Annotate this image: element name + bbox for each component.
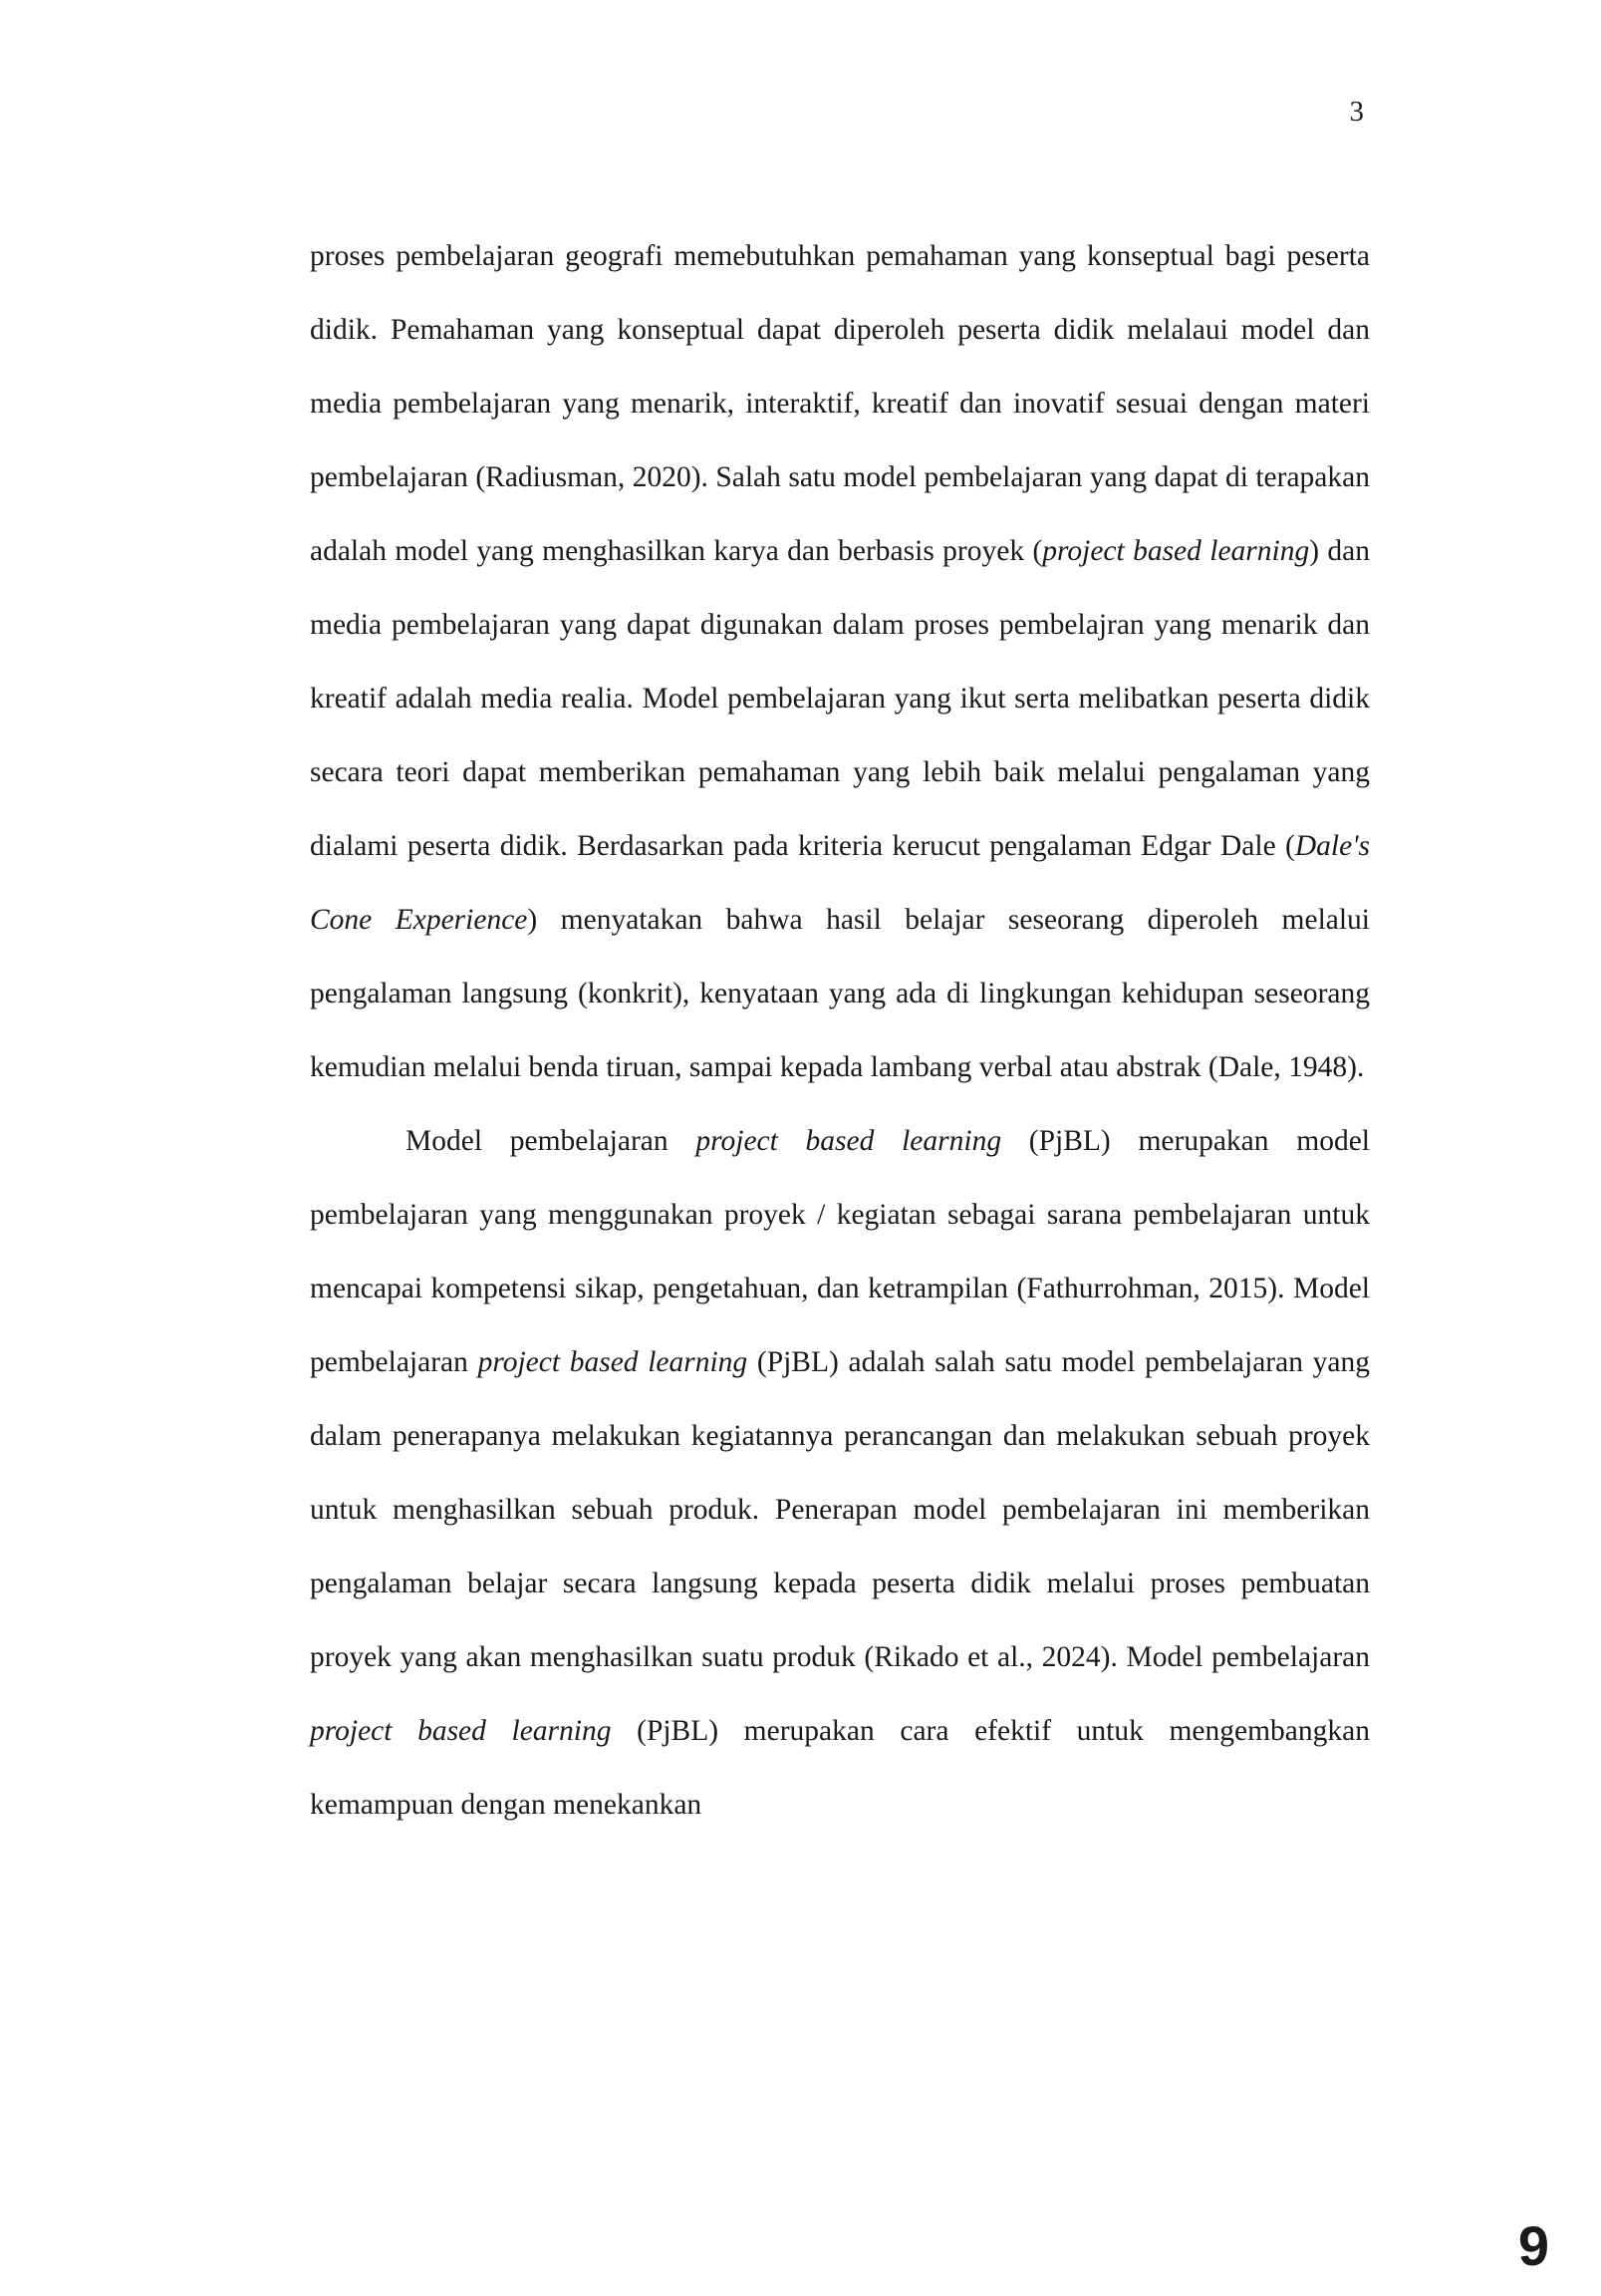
italic-term: project based learning — [310, 1715, 612, 1747]
italic-term: project based learning — [477, 1346, 748, 1378]
italic-term: project based learning — [695, 1125, 1002, 1157]
text-run: ) menyatakan bahwa hasil belajar seseorang diperoleh melalui pengalaman langsung (konkrit), kenyataan yang ada di lingkungan kehidupan seseorang kemudian melalui benda tiruan, sampai kepada lambang verbal atau abstrak (Dale, 1948). — [310, 904, 1371, 1083]
italic-term: project based learning — [1042, 535, 1310, 567]
paragraph-2 — [310, 1104, 1370, 1842]
page-number: 3 — [1349, 96, 1364, 128]
text-run: proses pembelajaran geografi memebutuhkan pemahaman yang konseptual bagi peserta didik. Pemahaman yang konseptual dapat diperoleh peserta didik melalaui model dan media pembelajaran yang menarik, interaktif, kreatif dan inovatif sesuai dengan materi pembelajaran (Radiusman, 2020). Salah satu model pembelajaran yang dapat di terapakan adalah model yang menghasilkan karya dan berbasis proyek ( — [310, 240, 1370, 567]
document-body — [310, 219, 1370, 1842]
text-run: ) dan media pembelajaran yang dapat digunakan dalam proses pembelajran yang menarik dan kreatif adalah media realia. Model pembelajaran yang ikut serta melibatkan peserta didik secara teori dapat memberikan pemahaman yang lebih baik melalui pengalaman yang dialami peserta didik. Berdasarkan pada kriteria kerucut pengalaman Edgar Dale ( — [310, 535, 1370, 862]
corner-page-mark: 9 — [1517, 2214, 1549, 2277]
paragraph-1 — [310, 219, 1370, 1104]
text-run: (PjBL) merupakan model pembelajaran yang menggunakan proyek / kegiatan sebagai sarana pembelajaran untuk mencapai kompetensi sikap, pengetahuan, dan ketrampilan (Fathurrohman, 2015). Model pembelajaran — [310, 1125, 1370, 1378]
text-run: Model pembelajaran — [405, 1125, 696, 1157]
italic-term: Dale's Cone Experience — [310, 830, 1370, 936]
text-run: (PjBL) merupakan cara efektif untuk mengembangkan kemampuan dengan menekankan — [310, 1715, 1370, 1821]
text-run: (PjBL) adalah salah satu model pembelajaran yang dalam penerapanya melakukan kegiatannya perancangan dan melakukan sebuah proyek untuk menghasilkan sebuah produk. Penerapan model pembelajaran ini memberikan pengalaman belajar secara langsung kepada peserta didik melalui proses pembuatan proyek yang akan menghasilkan suatu produk (Rikado et al., 2024). Model pembelajaran — [310, 1346, 1370, 1673]
